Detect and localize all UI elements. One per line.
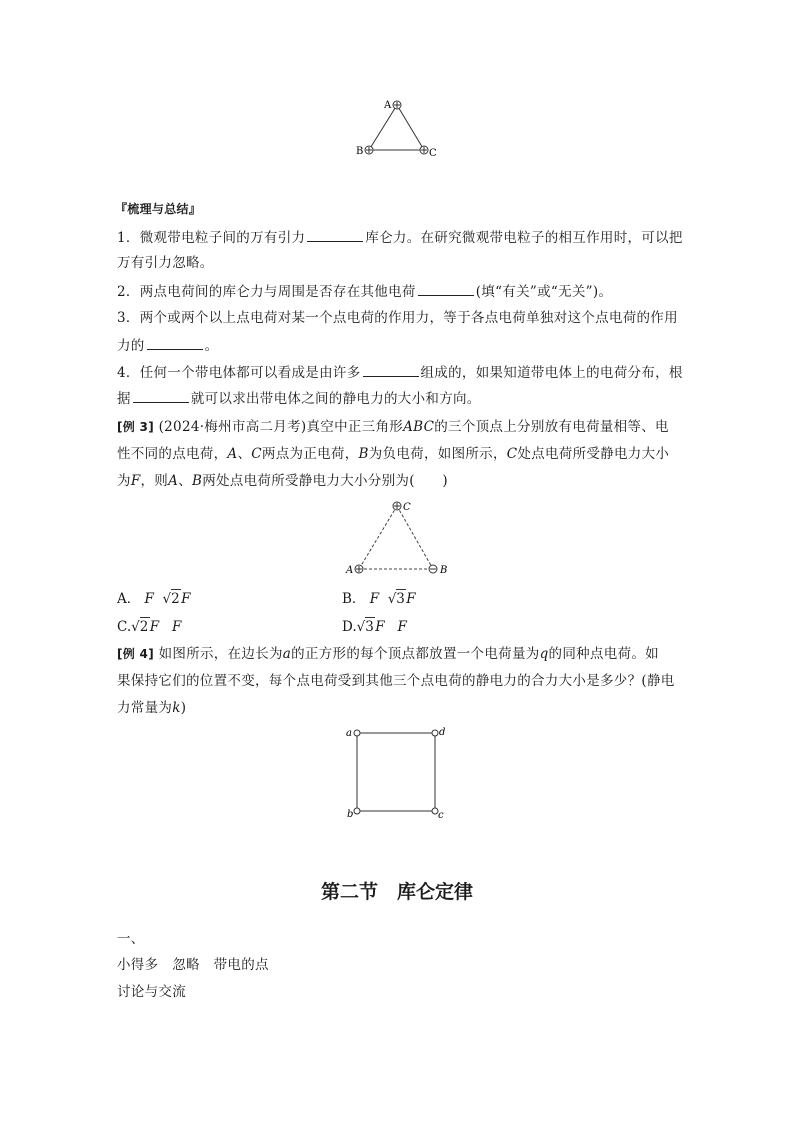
fill-blank[interactable]	[133, 389, 189, 403]
summary-item-4-line-1: 4．任何一个带电体都可以看成是由许多 组成的，如果知道带电体上的电荷分布，根	[117, 365, 683, 381]
charge-a-positive	[355, 565, 363, 573]
answer-line-3: 讨论与交流	[117, 984, 186, 1000]
answer-line-2: 小得多 忽略 带电的点	[117, 957, 269, 973]
option-d[interactable]: D.√3F F	[342, 619, 407, 635]
fill-blank[interactable]	[147, 336, 203, 350]
vertex-label-a: A	[384, 100, 392, 111]
vertex-label-b: B	[356, 146, 364, 157]
summary-item-4-line-2: 据 就可以求出带电体之间的静电力的大小和方向。	[117, 391, 481, 407]
charge-c-positive	[393, 502, 401, 510]
example-3-line-2: 性不同的点电荷，A、C两点为正电荷，B为负电荷，如图所示，C处点电荷所受静电力大小	[117, 446, 670, 462]
vertex-label-b: B	[440, 565, 448, 576]
option-a[interactable]: A． F √2F	[117, 591, 191, 607]
fill-blank[interactable]	[363, 363, 419, 377]
charge-a	[354, 730, 360, 736]
vertex-label-d: d	[439, 727, 446, 738]
charge-a-positive	[393, 101, 401, 109]
square-figure	[340, 722, 460, 822]
example-4-line-2: 果保持它们的位置不变，每个点电荷受到其他三个点电荷的静电力的合力大小是多少？(静电	[117, 673, 675, 689]
charge-b-negative	[429, 565, 437, 573]
answer-line-1: 一、	[117, 931, 145, 947]
option-b[interactable]: B． F √3F	[342, 591, 416, 607]
charge-c-positive	[420, 146, 428, 154]
vertex-label-c: c	[438, 810, 444, 821]
example-3-line-3: 为F，则A、B两处点电荷所受静电力大小分别为( )	[117, 473, 448, 489]
summary-item-2: 2．两点电荷间的库仑力与周围是否存在其他电荷 (填“有关”或“无关”)。	[117, 284, 613, 300]
charge-d	[432, 730, 438, 736]
vertex-label-c: C	[403, 502, 411, 513]
summary-item-1-line-1: 1．微观带电粒子间的万有引力 库仑力。在研究微观带电粒子的相互作用时，可以把	[117, 230, 683, 246]
charge-b-positive	[365, 146, 373, 154]
example-tag: [例 4]	[117, 647, 154, 661]
example-tag: [例 3]	[117, 420, 154, 434]
example-3-line-1: [例 3] (2024·梅州市高二月考)真空中正三角形ABC的三个顶点上分别放有电荷量相等、电	[117, 419, 669, 435]
summary-item-1-line-2: 万有引力忽略。	[117, 255, 214, 271]
triangle-figure-top	[350, 94, 450, 160]
charge-b	[354, 808, 360, 814]
summary-item-3-line-2: 力的 。	[117, 338, 219, 354]
vertex-label-c: C	[429, 148, 437, 159]
summary-item-3-line-1: 3．两个或两个以上点电荷对某一个点电荷的作用力，等于各点电荷单独对这个点电荷的作用	[117, 310, 678, 326]
section-title: 第二节 库仑定律	[320, 881, 473, 903]
summary-heading: 『梳理与总结』	[115, 202, 202, 216]
vertex-label-a: A	[346, 565, 354, 576]
fill-blank[interactable]	[418, 282, 474, 296]
vertex-label-a: a	[346, 728, 352, 739]
fill-blank[interactable]	[307, 228, 363, 242]
triangle-figure-example-3	[340, 497, 460, 579]
option-c[interactable]: C.√2F F	[117, 619, 182, 635]
example-4-line-1: [例 4] 如图所示，在边长为a的正方形的每个顶点都放置一个电荷量为q的同种点电荷。如	[117, 646, 659, 662]
example-4-line-3: 力常量为k)	[117, 700, 187, 716]
vertex-label-b: b	[347, 809, 354, 820]
